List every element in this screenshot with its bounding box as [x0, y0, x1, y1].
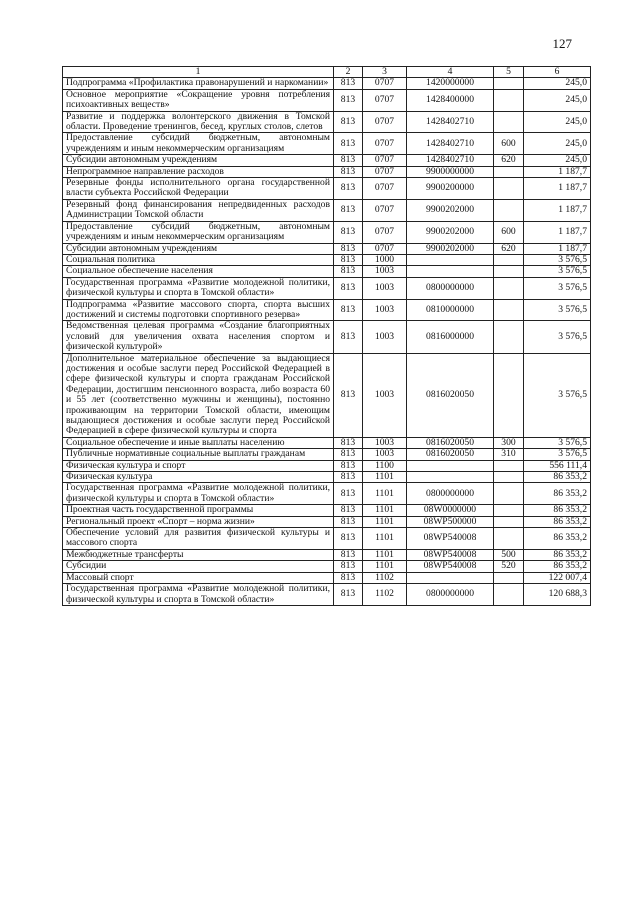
table-row — [63, 155, 591, 166]
cell-sum: 245,0 — [524, 78, 591, 89]
cell-rz: 1000 — [363, 254, 407, 265]
cell-rz: 1100 — [363, 460, 407, 471]
cell-vr — [494, 254, 524, 265]
cell-gr: 813 — [334, 584, 363, 606]
cell-cs: 0800000000 — [407, 483, 494, 505]
column-header-name: 1 — [63, 67, 334, 78]
cell-name: Подпрограмма «Развитие массового спорта, спорта высших достижений и системы подготовки спортивного резерва» — [63, 299, 334, 321]
table-row — [63, 483, 591, 505]
cell-cs: 9900000000 — [407, 166, 494, 177]
cell-cs: 0816000000 — [407, 321, 494, 353]
cell-vr: 620 — [494, 243, 524, 254]
table-row — [63, 460, 591, 471]
cell-vr: 300 — [494, 437, 524, 448]
cell-rz: 1102 — [363, 572, 407, 583]
cell-name: Ведомственная целевая программа «Создание благоприятных условий для увеличения охвата населения спортом и физической культурой» — [63, 321, 334, 353]
cell-sum: 86 353,2 — [524, 505, 591, 516]
cell-gr: 813 — [334, 89, 363, 111]
cell-name: Непрограммное направление расходов — [63, 166, 334, 177]
cell-sum: 120 688,3 — [524, 584, 591, 606]
cell-gr: 813 — [334, 243, 363, 254]
cell-gr: 813 — [334, 449, 363, 460]
cell-vr — [494, 89, 524, 111]
cell-rz: 1101 — [363, 516, 407, 527]
cell-rz: 1003 — [363, 437, 407, 448]
cell-name: Социальная политика — [63, 254, 334, 265]
cell-gr: 813 — [334, 254, 363, 265]
cell-sum: 86 353,2 — [524, 472, 591, 483]
table-row — [63, 321, 591, 353]
table-row — [63, 472, 591, 483]
cell-cs: 08WP540008 — [407, 528, 494, 550]
table-row — [63, 584, 591, 606]
cell-rz: 0707 — [363, 199, 407, 221]
cell-vr — [494, 353, 524, 437]
cell-rz: 0707 — [363, 221, 407, 243]
cell-name: Резервные фонды исполнительного органа государственной власти субъекта Российской Федерации — [63, 178, 334, 200]
cell-gr: 813 — [334, 437, 363, 448]
cell-rz: 1101 — [363, 505, 407, 516]
cell-sum: 1 187,7 — [524, 243, 591, 254]
table-row — [63, 516, 591, 527]
cell-rz: 1101 — [363, 561, 407, 572]
cell-sum: 1 187,7 — [524, 199, 591, 221]
cell-name: Социальное обеспечение населения — [63, 266, 334, 277]
table-row — [63, 243, 591, 254]
table-row — [63, 178, 591, 200]
cell-vr — [494, 199, 524, 221]
cell-name: Резервный фонд финансирования непредвиденных расходов Администрации Томской области — [63, 199, 334, 221]
cell-sum: 1 187,7 — [524, 166, 591, 177]
table-row — [63, 437, 591, 448]
table-row — [63, 449, 591, 460]
cell-rz: 1003 — [363, 266, 407, 277]
cell-gr: 813 — [334, 199, 363, 221]
table-row — [63, 528, 591, 550]
cell-sum: 86 353,2 — [524, 516, 591, 527]
cell-cs — [407, 266, 494, 277]
cell-gr: 813 — [334, 549, 363, 560]
cell-rz: 1101 — [363, 483, 407, 505]
cell-vr — [494, 505, 524, 516]
cell-sum: 86 353,2 — [524, 561, 591, 572]
cell-gr: 813 — [334, 572, 363, 583]
cell-sum: 86 353,2 — [524, 483, 591, 505]
cell-cs: 0816020050 — [407, 437, 494, 448]
table-row — [63, 277, 591, 299]
cell-rz: 0707 — [363, 133, 407, 155]
cell-name: Физическая культура и спорт — [63, 460, 334, 471]
cell-rz: 0707 — [363, 89, 407, 111]
cell-gr: 813 — [334, 561, 363, 572]
cell-vr — [494, 166, 524, 177]
cell-gr: 813 — [334, 505, 363, 516]
cell-gr: 813 — [334, 321, 363, 353]
column-header-cs: 4 — [407, 67, 494, 78]
cell-cs: 1428400000 — [407, 89, 494, 111]
cell-cs: 9900202000 — [407, 243, 494, 254]
cell-gr: 813 — [334, 111, 363, 133]
cell-name: Государственная программа «Развитие молодежной политики, физической культуры и спорта в Томской области» — [63, 277, 334, 299]
column-header-rz: 3 — [363, 67, 407, 78]
cell-vr: 600 — [494, 133, 524, 155]
table-row — [63, 89, 591, 111]
cell-name: Субсидии автономным учреждениям — [63, 155, 334, 166]
cell-gr: 813 — [334, 221, 363, 243]
cell-rz: 1003 — [363, 353, 407, 437]
cell-sum: 3 576,5 — [524, 437, 591, 448]
cell-vr: 310 — [494, 449, 524, 460]
cell-name: Дополнительное материальное обеспечение за выдающиеся достижения и особые заслуги перед Российской Федерацией в сфере физической культуры и спорта гражданам Российской Федерации, достигшим пенсионного возраста, либо возраста 60 и 55 лет (соответственно мужчины и женщины), постоянно проживающим на территории Томской области, имеющим выдающиеся достижения и особые заслуги перед Российской Федерацией в сфере физической культуры и спорта — [63, 353, 334, 437]
cell-gr: 813 — [334, 277, 363, 299]
cell-gr: 813 — [334, 483, 363, 505]
cell-sum: 86 353,2 — [524, 528, 591, 550]
cell-gr: 813 — [334, 178, 363, 200]
cell-gr: 813 — [334, 266, 363, 277]
cell-rz: 0707 — [363, 155, 407, 166]
cell-vr — [494, 584, 524, 606]
cell-cs: 08W0000000 — [407, 505, 494, 516]
cell-vr — [494, 277, 524, 299]
cell-rz: 1003 — [363, 449, 407, 460]
cell-vr — [494, 528, 524, 550]
cell-sum: 3 576,5 — [524, 353, 591, 437]
cell-cs: 0816020050 — [407, 353, 494, 437]
cell-cs: 0800000000 — [407, 584, 494, 606]
cell-sum: 86 353,2 — [524, 549, 591, 560]
cell-rz: 1003 — [363, 321, 407, 353]
table-body — [63, 78, 591, 606]
cell-rz: 1102 — [363, 584, 407, 606]
cell-name: Государственная программа «Развитие молодежной политики, физической культуры и спорта в Томской области» — [63, 483, 334, 505]
cell-rz: 0707 — [363, 178, 407, 200]
cell-sum: 245,0 — [524, 89, 591, 111]
cell-gr: 813 — [334, 472, 363, 483]
cell-vr: 620 — [494, 155, 524, 166]
table-row — [63, 266, 591, 277]
cell-name: Социальное обеспечение и иные выплаты населению — [63, 437, 334, 448]
cell-cs — [407, 254, 494, 265]
cell-cs: 1428402710 — [407, 155, 494, 166]
cell-cs: 08WP500000 — [407, 516, 494, 527]
cell-cs — [407, 472, 494, 483]
cell-rz: 1003 — [363, 299, 407, 321]
cell-name: Проектная часть государственной программы — [63, 505, 334, 516]
cell-vr — [494, 460, 524, 471]
cell-cs: 08WP540008 — [407, 549, 494, 560]
cell-rz: 0707 — [363, 166, 407, 177]
cell-cs: 0816020050 — [407, 449, 494, 460]
cell-gr: 813 — [334, 166, 363, 177]
cell-sum: 122 007,4 — [524, 572, 591, 583]
table-row — [63, 133, 591, 155]
cell-vr — [494, 299, 524, 321]
cell-gr: 813 — [334, 155, 363, 166]
cell-sum: 245,0 — [524, 133, 591, 155]
cell-name: Развитие и поддержка волонтерского движения в Томской области. Проведение тренингов, бесед, круглых столов, слетов — [63, 111, 334, 133]
cell-name: Обеспечение условий для развития физической культуры и массового спорта — [63, 528, 334, 550]
cell-rz: 1101 — [363, 528, 407, 550]
cell-cs: 0800000000 — [407, 277, 494, 299]
cell-vr: 500 — [494, 549, 524, 560]
cell-name: Предоставление субсидий бюджетным, автономным учреждениям и иным некоммерческим организациям — [63, 133, 334, 155]
cell-rz: 1101 — [363, 549, 407, 560]
cell-vr — [494, 111, 524, 133]
cell-sum: 245,0 — [524, 155, 591, 166]
cell-cs: 9900200000 — [407, 178, 494, 200]
cell-sum: 3 576,5 — [524, 266, 591, 277]
cell-name: Государственная программа «Развитие молодежной политики, физической культуры и спорта в Томской области» — [63, 584, 334, 606]
cell-vr — [494, 516, 524, 527]
cell-rz: 0707 — [363, 111, 407, 133]
cell-vr — [494, 483, 524, 505]
cell-rz: 0707 — [363, 78, 407, 89]
cell-sum: 1 187,7 — [524, 178, 591, 200]
cell-vr — [494, 572, 524, 583]
column-header-sum: 6 — [524, 67, 591, 78]
table-row — [63, 505, 591, 516]
table-row — [63, 299, 591, 321]
cell-vr — [494, 472, 524, 483]
cell-gr: 813 — [334, 78, 363, 89]
cell-sum: 245,0 — [524, 111, 591, 133]
cell-cs: 9900202000 — [407, 221, 494, 243]
cell-cs — [407, 460, 494, 471]
cell-vr — [494, 78, 524, 89]
cell-name: Публичные нормативные социальные выплаты гражданам — [63, 449, 334, 460]
table-row — [63, 111, 591, 133]
cell-gr: 813 — [334, 299, 363, 321]
cell-name: Региональный проект «Спорт – норма жизни» — [63, 516, 334, 527]
cell-sum: 556 111,4 — [524, 460, 591, 471]
column-header-gr: 2 — [334, 67, 363, 78]
cell-sum: 3 576,5 — [524, 254, 591, 265]
cell-sum: 3 576,5 — [524, 449, 591, 460]
cell-name: Субсидии — [63, 561, 334, 572]
table-row — [63, 561, 591, 572]
cell-cs: 9900202000 — [407, 199, 494, 221]
table-row — [63, 221, 591, 243]
table-row — [63, 166, 591, 177]
cell-vr — [494, 178, 524, 200]
cell-name: Подпрограмма «Профилактика правонарушений и наркомании» — [63, 78, 334, 89]
table-row — [63, 199, 591, 221]
cell-gr: 813 — [334, 133, 363, 155]
cell-gr: 813 — [334, 460, 363, 471]
cell-gr: 813 — [334, 516, 363, 527]
cell-rz: 1003 — [363, 277, 407, 299]
cell-cs — [407, 572, 494, 583]
cell-name: Субсидии автономным учреждениям — [63, 243, 334, 254]
cell-vr: 520 — [494, 561, 524, 572]
cell-name: Основное мероприятие «Сокращение уровня потребления психоактивных веществ» — [63, 89, 334, 111]
table-row — [63, 572, 591, 583]
column-header-vr: 5 — [494, 67, 524, 78]
cell-cs: 1428402710 — [407, 133, 494, 155]
cell-sum: 3 576,5 — [524, 277, 591, 299]
cell-vr — [494, 266, 524, 277]
cell-gr: 813 — [334, 528, 363, 550]
cell-vr — [494, 321, 524, 353]
budget-table — [62, 66, 591, 606]
cell-sum: 3 576,5 — [524, 299, 591, 321]
table-row — [63, 549, 591, 560]
cell-cs: 1428402710 — [407, 111, 494, 133]
cell-gr: 813 — [334, 353, 363, 437]
cell-cs: 1420000000 — [407, 78, 494, 89]
cell-rz: 0707 — [363, 243, 407, 254]
table-row — [63, 78, 591, 89]
cell-sum: 1 187,7 — [524, 221, 591, 243]
cell-sum: 3 576,5 — [524, 321, 591, 353]
cell-name: Межбюджетные трансферты — [63, 549, 334, 560]
cell-rz: 1101 — [363, 472, 407, 483]
table-row — [63, 254, 591, 265]
cell-cs: 0810000000 — [407, 299, 494, 321]
cell-name: Предоставление субсидий бюджетным, автономным учреждениям и иным некоммерческим организациям — [63, 221, 334, 243]
table-header-row — [63, 67, 591, 78]
cell-cs: 08WP540008 — [407, 561, 494, 572]
cell-name: Массовый спорт — [63, 572, 334, 583]
cell-vr: 600 — [494, 221, 524, 243]
table-row — [63, 353, 591, 437]
cell-name: Физическая культура — [63, 472, 334, 483]
page-number: 127 — [552, 36, 572, 51]
